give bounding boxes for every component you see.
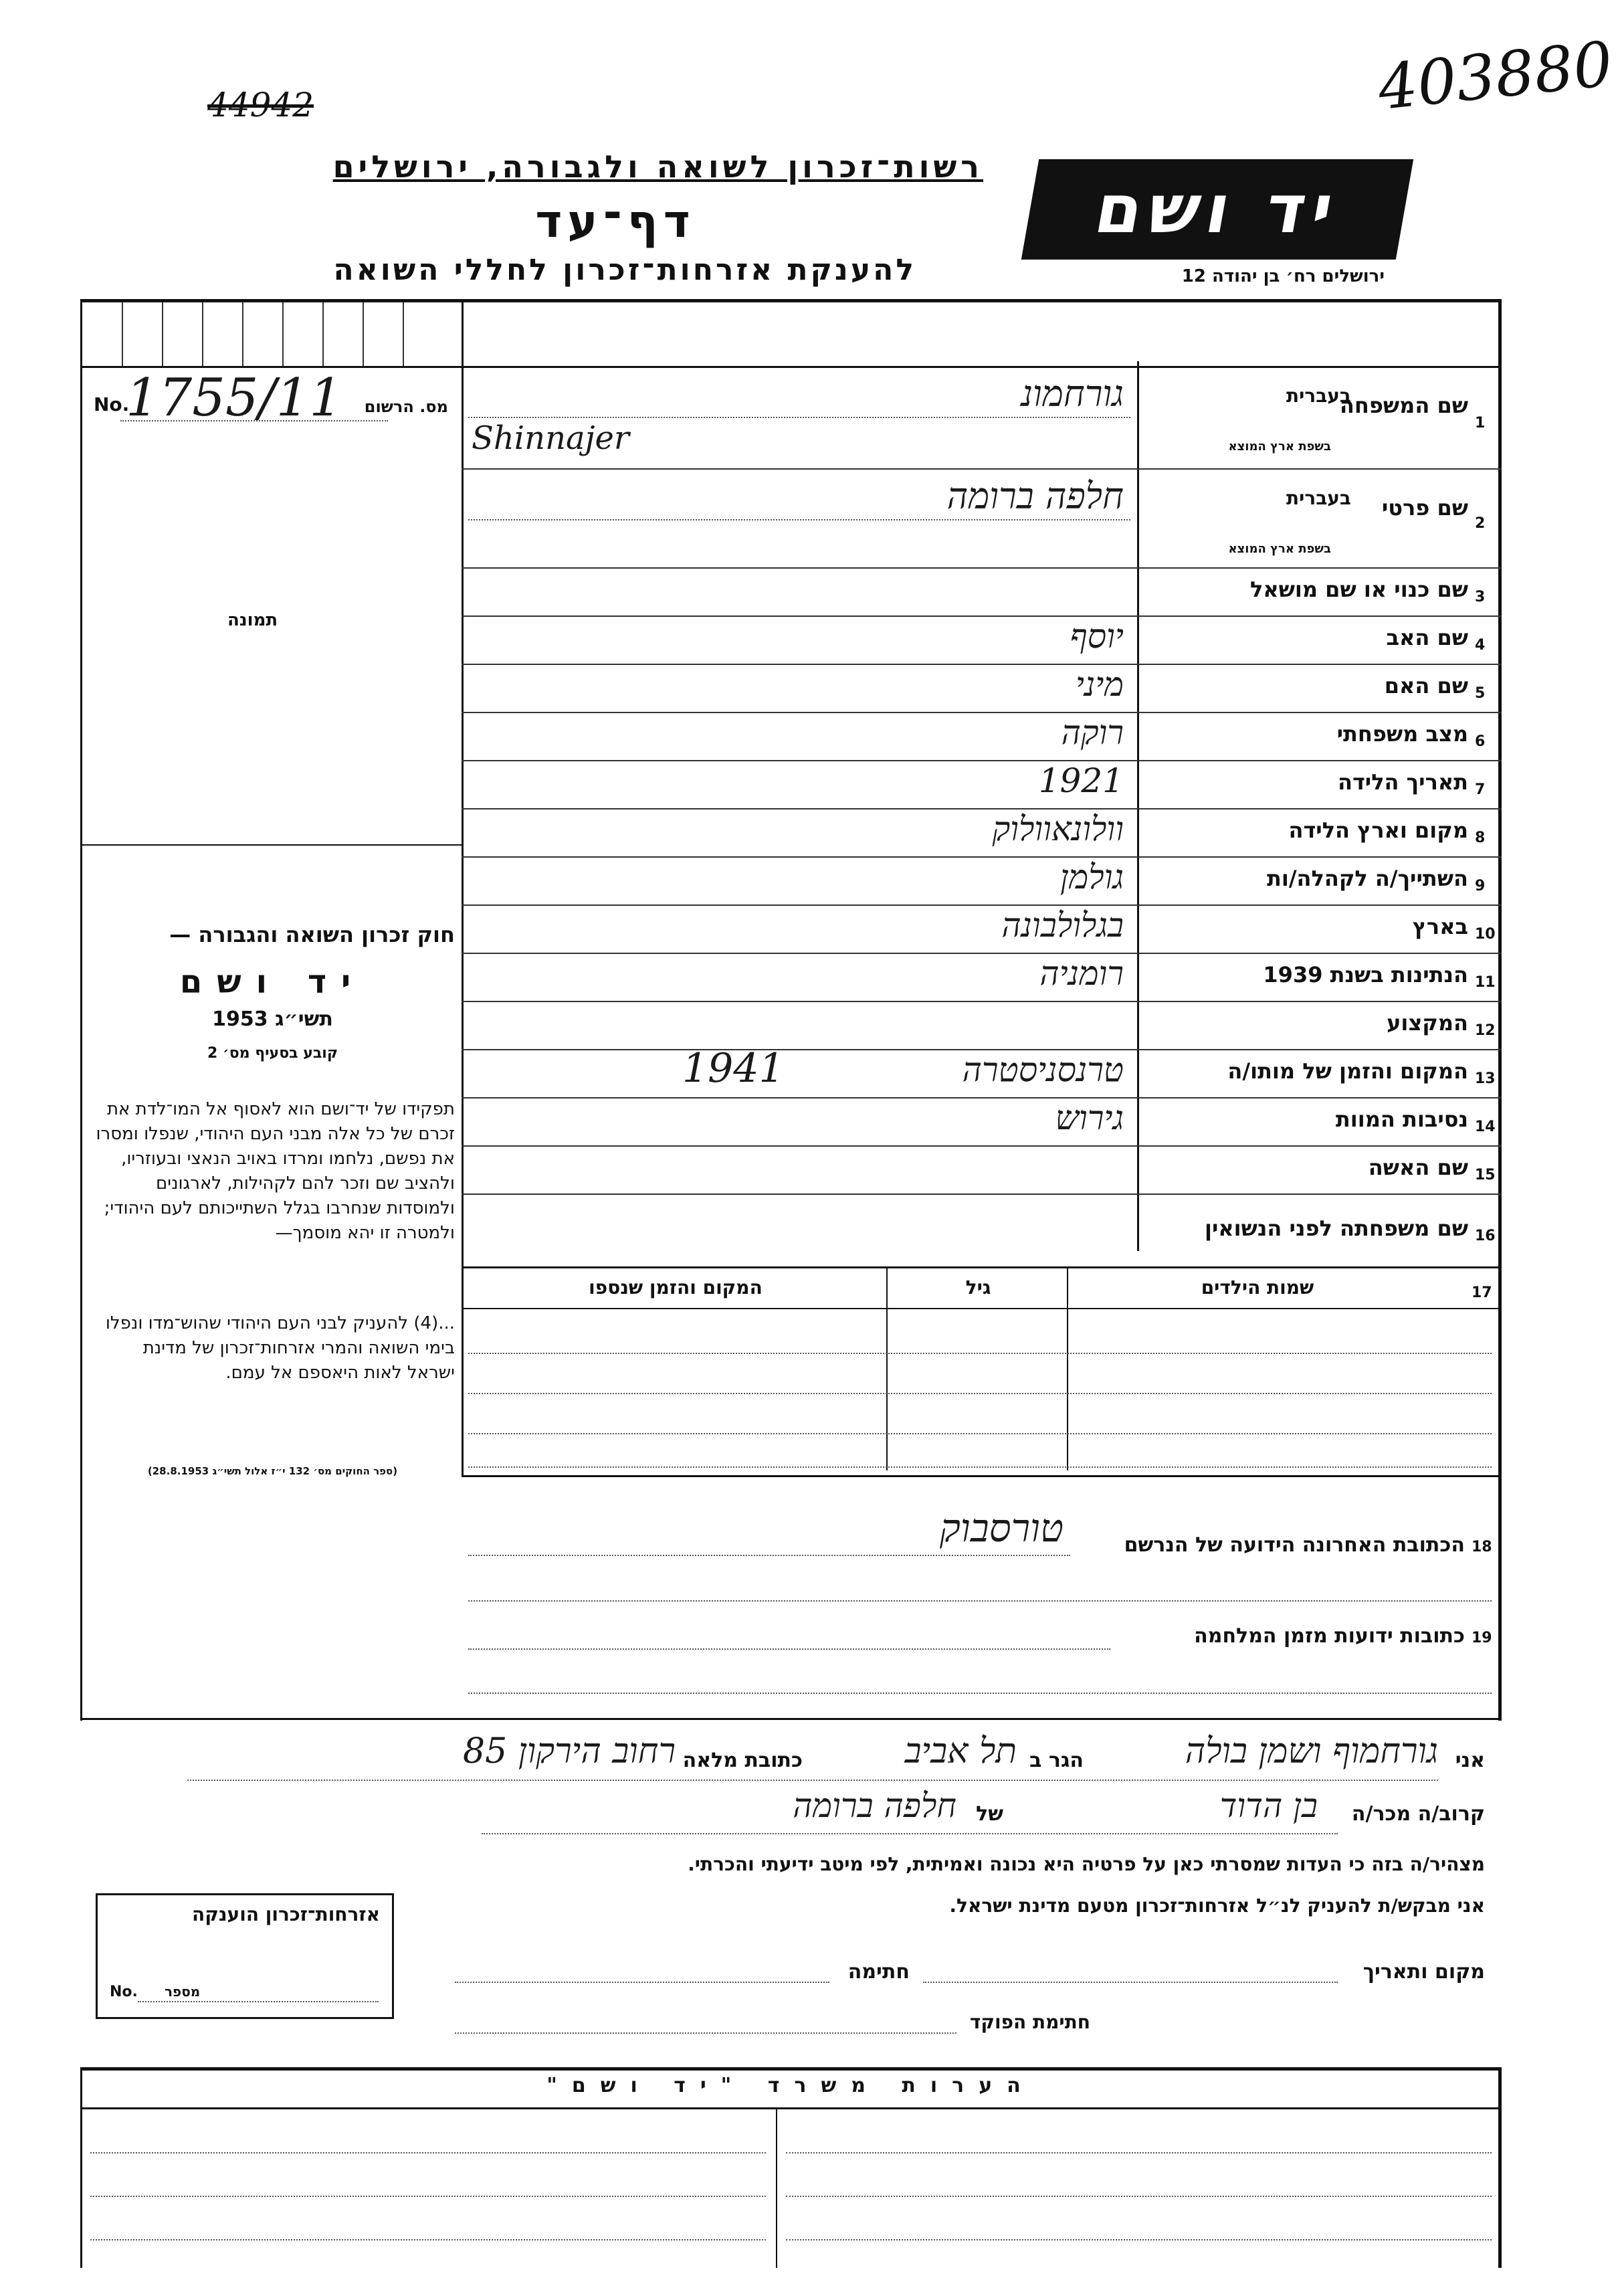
field-14-value[interactable]: גירוש [1055, 1098, 1124, 1137]
field-4-value[interactable]: יוסף [1070, 617, 1124, 656]
field-6-label: מצב משפחתי [1336, 721, 1468, 747]
notes-line[interactable] [90, 2194, 766, 2197]
notes-line[interactable] [90, 2151, 766, 2154]
field-13-num: 13 [1475, 1070, 1496, 1087]
signature-label: חתימה [847, 1960, 910, 1984]
field-15-label: שם האשה [1368, 1155, 1468, 1180]
reg-boxes [82, 302, 462, 366]
notes-left [80, 2067, 82, 2268]
field-2-hebrew-value[interactable]: חלפה ברומה [946, 475, 1124, 517]
field-2-hebrew-sublabel: בעברית [1286, 487, 1351, 509]
field-19-num: 19 [1472, 1630, 1492, 1646]
field-15-num: 15 [1475, 1167, 1496, 1183]
yad-vashem-logo [1021, 159, 1413, 260]
registration-field [94, 368, 455, 428]
citizenship-prefix: No. [110, 1984, 138, 2000]
field-6-value[interactable]: רוקה [1061, 713, 1124, 752]
notes-line[interactable] [786, 2194, 1492, 2197]
field-11-value[interactable]: רומניה [1039, 954, 1124, 993]
field-12-num: 12 [1475, 1022, 1496, 1039]
field-3-num: 3 [1475, 589, 1486, 605]
field-7-label: תאריך הלידה [1337, 769, 1468, 795]
field-18-num: 18 [1472, 1539, 1492, 1555]
children-header-line [462, 1308, 1502, 1309]
war-addresses-label: כתובות ידועות מזמן המלחמה [1194, 1624, 1465, 1648]
declarant-resides-label: הגר ב [1029, 1749, 1084, 1772]
field-9-num: 9 [1475, 878, 1486, 894]
field-2-num: 2 [1475, 515, 1486, 532]
logo-address: ירושלים רח׳ בן יהודה 12 [1181, 266, 1385, 286]
frame-left [80, 299, 82, 1721]
address-line [468, 1553, 1070, 1556]
law-clause: קובע בסעיף מס׳ 2 [207, 1045, 338, 1062]
field-row-line [462, 1001, 1502, 1002]
child-row[interactable] [468, 1392, 1492, 1394]
child-row[interactable] [468, 1465, 1492, 1468]
field-13-label: המקום והזמן של מותו/ה [1227, 1058, 1468, 1084]
declarant-name[interactable]: גורחמוף ושמן בולה [1185, 1731, 1438, 1772]
officer-signature-field[interactable] [455, 2032, 956, 2034]
children-col-2 [1067, 1266, 1068, 1470]
field-12-label: המקצוע [1387, 1010, 1468, 1036]
field-1-hebrew-sublabel: בעברית [1286, 385, 1351, 407]
war-address-line[interactable] [468, 1647, 1110, 1650]
place-date-field[interactable] [923, 1982, 1338, 1983]
field-1-original-sublabel: בשפת ארץ המוצא [1228, 440, 1331, 454]
office-notes-title: הערות משרד "יד ושם" [546, 2074, 1035, 2097]
declarant-city[interactable]: תל אביב [904, 1731, 1017, 1772]
field-8-label: מקום וארץ הלידה [1288, 818, 1468, 843]
field-5-value[interactable]: מיני [1075, 665, 1124, 704]
field-13-value[interactable]: טרנסניסטרה [962, 1050, 1124, 1089]
field-10-num: 10 [1475, 926, 1496, 943]
section-divider [80, 1718, 1502, 1720]
reg-number: 1755/11 [126, 368, 343, 428]
citizenship-number-label: מספר [165, 1984, 201, 2000]
children-top [462, 1266, 1502, 1268]
declarant-ani: אני [1455, 1749, 1485, 1772]
child-row[interactable] [468, 1351, 1492, 1354]
form-subtitle: להענקת אזרחות־זכרון לחללי השואה [333, 253, 916, 287]
field-5-num: 5 [1475, 685, 1486, 702]
field-row-line [462, 468, 1502, 470]
field-16-label: שם משפחתה לפני הנשואין [1204, 1215, 1468, 1241]
field-1-num: 1 [1475, 414, 1486, 432]
field-1-label: שם המשפחה [1339, 393, 1468, 418]
notes-right [1498, 2067, 1502, 2268]
field-16-num: 16 [1475, 1227, 1496, 1244]
address-label: הכתובת האחרונה הידועה של הנרשם [1124, 1533, 1465, 1557]
field-9-value[interactable]: גולמן [1059, 858, 1124, 896]
officer-signature-label: חתימת הפוקד [969, 2011, 1090, 2033]
child-row[interactable] [468, 1432, 1492, 1434]
field-7-value[interactable]: 1921 [1038, 761, 1124, 800]
full-address-label: כתובת מלאה [682, 1749, 803, 1772]
photo-bottom [80, 844, 462, 846]
address-value[interactable]: טורסבוק [939, 1505, 1064, 1551]
children-col-place: המקום והזמן שנספו [589, 1276, 763, 1299]
notes-line[interactable] [90, 2238, 766, 2240]
archive-number: 403880 [1375, 27, 1616, 124]
field-row-line [462, 567, 1502, 569]
notes-top [80, 2067, 1502, 2071]
reg-label: מס. הרשום [364, 397, 448, 416]
notes-line[interactable] [786, 2151, 1492, 2154]
field-17-num: 17 [1472, 1284, 1492, 1301]
field-14-num: 14 [1475, 1119, 1496, 1135]
of-name[interactable]: חלפה ברומה [793, 1786, 956, 1825]
full-address-value[interactable]: רחוב הירקון 85 [463, 1731, 676, 1772]
field-row-line [462, 1193, 1502, 1195]
signature-field[interactable] [455, 1982, 829, 1983]
photo-label: תמונה [227, 610, 278, 630]
law-name: יד ושם [179, 963, 366, 1001]
address-line-2 [468, 1599, 1492, 1602]
field-row-line [462, 1145, 1502, 1147]
field-4-label: שם האב [1386, 625, 1468, 650]
children-col-age: גיל [965, 1276, 991, 1299]
of-label: של [976, 1802, 1003, 1826]
children-col-1 [886, 1266, 888, 1470]
law-para1: תפקידו של יד־ושם הוא לאסוף אל המו־לדת את זכרם של כל אלה מבני העם היהודי, שנפלו ומסרו את נפשם, נלחמו ומרדו באויב הנאצי ובעוזריו, ולהציב שם וזכר להם לקהילות, לארגונים ולמוסדות שנחרבו בגלל השתייכותם לעם היהודי; ולמטרה זו יהא מוסמך— [96, 1099, 455, 1243]
field-6-num: 6 [1475, 733, 1486, 750]
authority-line: רשות־זכרון לשואה ולגבורה, ירושלים [332, 149, 983, 185]
war-address-line-2[interactable] [468, 1691, 1492, 1694]
field-7-num: 7 [1475, 781, 1486, 798]
law-para2: ...(4) להעניק לבני העם היהודי שהוש־מדו ונפלו בימי השואה והמרי אזרחות־זכרון של מדינת ישראל לאות היאספם אל עמם. [105, 1313, 455, 1383]
field-11-label: הנתינות בשנת 1939 [1263, 962, 1468, 987]
field-10-value[interactable]: בגלולבונה [1001, 906, 1124, 945]
place-date-label: מקום ותאריך [1362, 1960, 1485, 1984]
relative-label: קרוב/ה מכר/ה [1351, 1802, 1485, 1826]
law-title: חוק זכרון השואה והגבורה — [169, 922, 455, 947]
notes-divider [776, 2107, 777, 2268]
field-8-value[interactable]: וולונאוולוק [992, 809, 1124, 848]
notes-header-line [80, 2107, 1502, 2109]
field-3-label: שם כנוי או שם מושאל [1249, 577, 1468, 602]
field-10-label: בארץ [1412, 914, 1468, 939]
field-11-num: 11 [1475, 974, 1496, 991]
notes-line[interactable] [786, 2238, 1492, 2240]
children-bottom [462, 1475, 1502, 1477]
law-year: תשי״ג 1953 [212, 1008, 333, 1031]
law-citation: (ספר החוקים מס׳ 132 י״ז אלול תשי״ג 28.8.1953) [147, 1465, 398, 1477]
citizenship-box [96, 1893, 394, 2019]
citizenship-box-title: אזרחות־זכרון הוענקה [192, 1903, 380, 1925]
relation-value[interactable]: בן הדוד [1219, 1786, 1318, 1825]
logo-text: יד ושם [1089, 170, 1346, 248]
field-5-label: שם האם [1384, 673, 1468, 698]
field-4-num: 4 [1475, 637, 1486, 654]
crossed-number: 44942 [207, 86, 314, 124]
field-14-label: נסיבות המוות [1335, 1107, 1468, 1132]
frame-mid [462, 299, 464, 1476]
children-col-names: שמות הילדים [1201, 1276, 1314, 1299]
frame-labels [1137, 361, 1139, 1251]
field-8-num: 8 [1475, 830, 1486, 846]
frame-right [1498, 299, 1502, 1721]
field-2-label: שם פרטי [1381, 495, 1468, 520]
reg-prefix: No. [94, 393, 130, 415]
field-1-original-value[interactable]: Shinnajer [472, 419, 629, 457]
field-2-original-sublabel: בשפת ארץ המוצא [1228, 542, 1331, 556]
field-9-label: השתייך/ה לקהלה/ות [1266, 866, 1468, 891]
form-title: דף־עד [535, 195, 696, 248]
declaration-statement: מצהיר/ה בזה כי העדות שמסרתי כאן על פרטיה היא נכונה ואמיתית, לפי מיטב ידיעתי והכרתי. [688, 1853, 1485, 1875]
field-1-hebrew-value[interactable]: גורחמונ [1021, 373, 1124, 415]
field-13-year[interactable]: 1941 [682, 1045, 785, 1092]
declaration-request: אני מבקש/ת להעניק לנ״ל אזרחות־זכרון מטעם מדינת ישראל. [949, 1895, 1485, 1917]
